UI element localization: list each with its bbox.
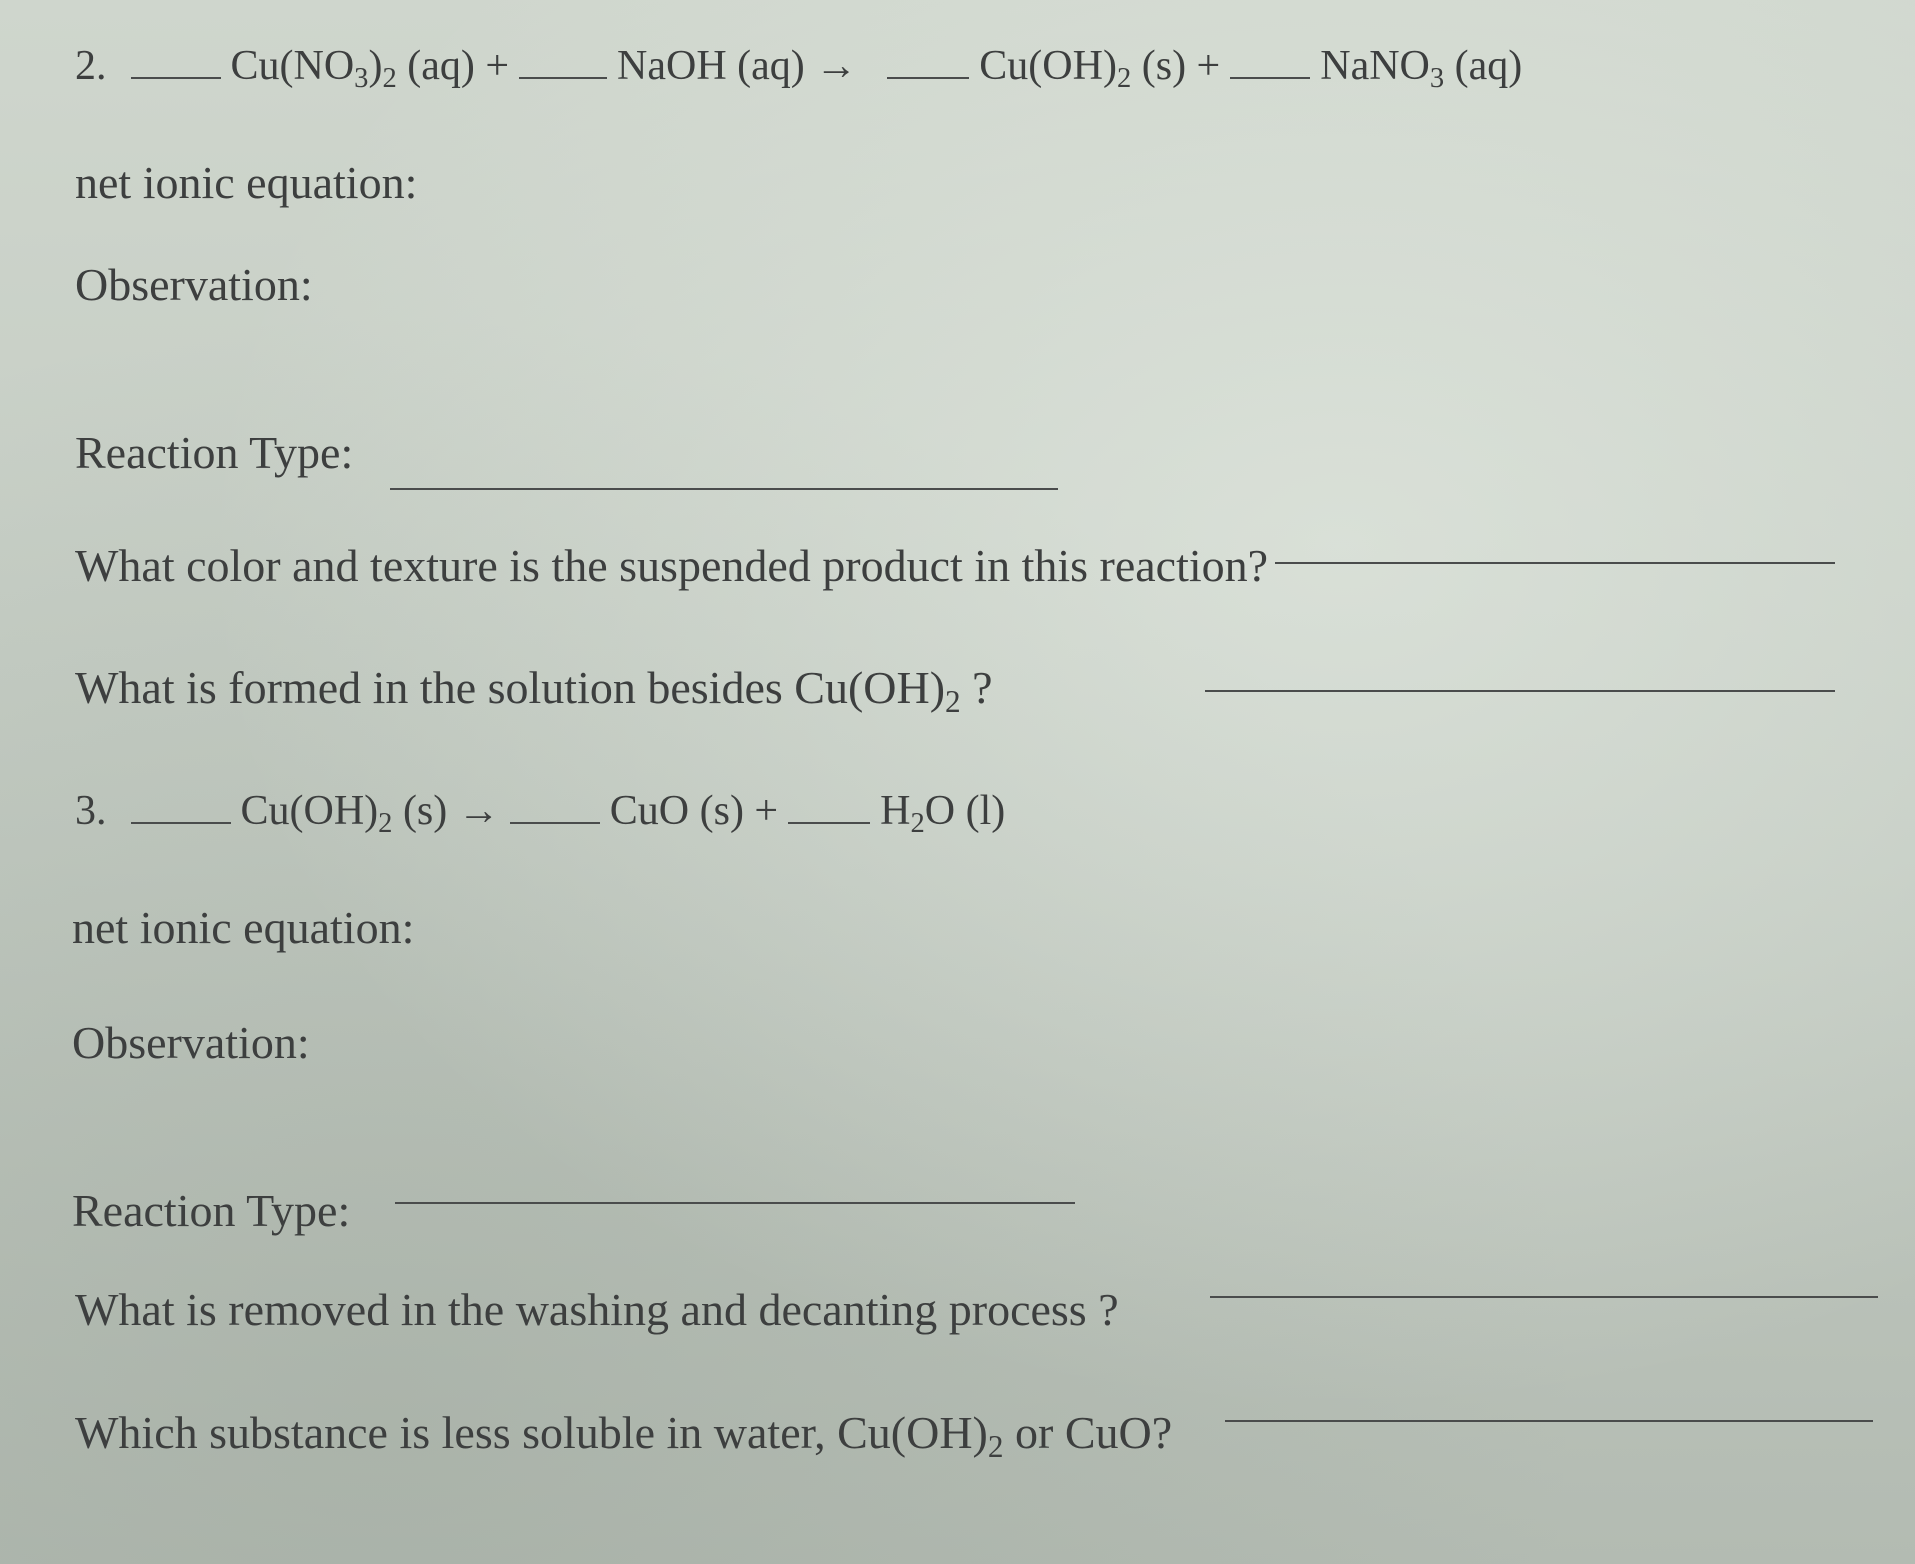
q2-observation-label: Observation:	[75, 259, 313, 310]
q3-coefficient-blank-3[interactable]	[788, 822, 870, 824]
q2-coefficient-blank-2[interactable]	[519, 77, 607, 79]
q3-washing-question: What is removed in the washing and decanting process ?	[75, 1284, 1119, 1335]
q2-coefficient-blank-3[interactable]	[887, 77, 969, 79]
q3-washing-answer-line[interactable]	[1210, 1296, 1878, 1298]
q3-net-ionic-label: net ionic equation:	[72, 902, 415, 953]
q3-product-1: CuO (s) +	[609, 788, 779, 834]
q3-observation-label: Observation:	[72, 1017, 310, 1068]
q2-coefficient-blank-1[interactable]	[131, 77, 221, 79]
q2-product-1: $Cu(OH)_2$ (s) +	[979, 43, 1221, 94]
q2-coefficient-blank-4[interactable]	[1230, 77, 1310, 79]
q2-reaction-type-label: Reaction Type:	[75, 427, 354, 478]
q2-number: 2.	[75, 43, 107, 89]
q3-number: 3.	[75, 788, 107, 834]
q2-color-texture-answer-line[interactable]	[1275, 562, 1835, 564]
q2-formed-question: What is formed in the solution besides $Cu(OH)_2$ ?	[75, 662, 993, 719]
q2-color-texture-question: What color and texture is the suspended product in this reaction?	[75, 540, 1269, 591]
q2-net-ionic-label: net ionic equation:	[75, 157, 418, 208]
q2-reactant-1: $Cu(NO_3)_2$ (aq) +	[230, 43, 510, 94]
q2-equation	[75, 43, 1523, 94]
q2-reaction-type-answer-line[interactable]	[390, 488, 1058, 490]
q2-formed-answer-line[interactable]	[1205, 690, 1835, 692]
q3-coefficient-blank-2[interactable]	[510, 822, 600, 824]
q3-reactant: $Cu(OH)_2$ (s) →	[240, 788, 500, 839]
q3-reaction-type-label: Reaction Type:	[72, 1185, 351, 1236]
q3-product-2: $H_2O$ (l)	[880, 788, 1006, 839]
q3-equation	[75, 788, 1006, 839]
q3-soluble-question: Which substance is less soluble in water, $Cu(OH)_2$ or CuO?	[75, 1407, 1173, 1464]
q3-coefficient-blank-1[interactable]	[131, 822, 231, 824]
q3-reaction-type-answer-line[interactable]	[395, 1202, 1075, 1204]
q2-reactant-2: NaOH (aq) →	[617, 43, 858, 89]
q2-product-2: NaNO$_3$ (aq)	[1320, 43, 1523, 94]
q3-soluble-answer-line[interactable]	[1225, 1420, 1873, 1422]
